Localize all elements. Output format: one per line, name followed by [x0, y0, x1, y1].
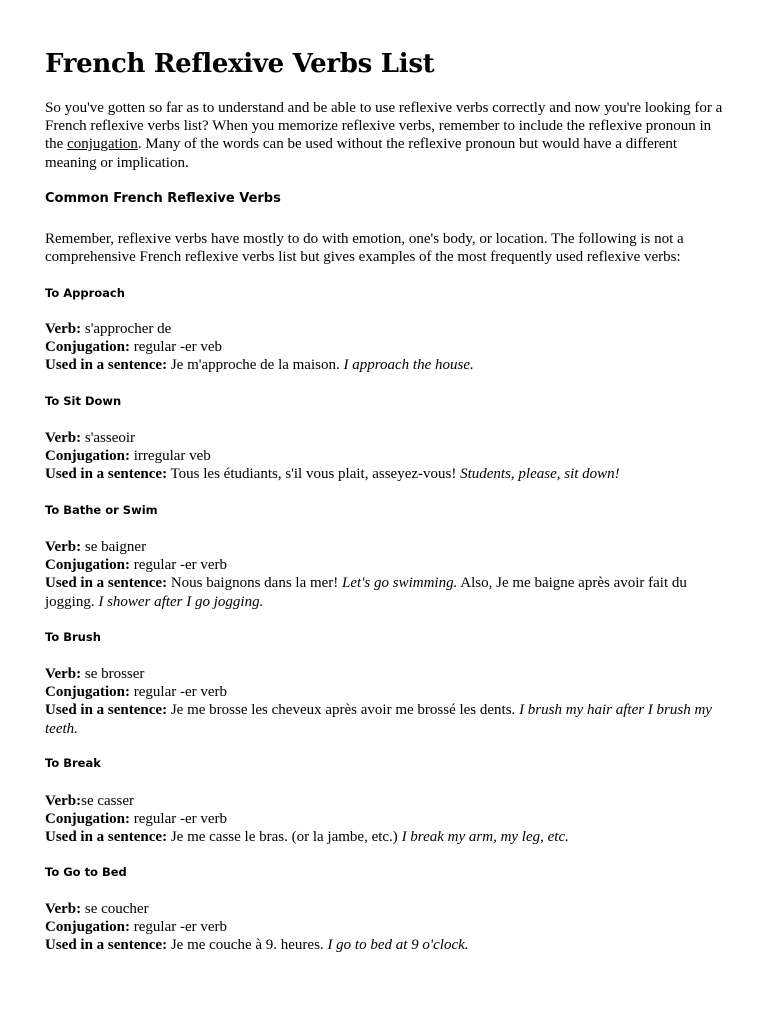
sentence-label: Used in a sentence:: [45, 937, 168, 954]
conjugation-link[interactable]: conjugation: [67, 136, 138, 153]
sentence-english: I approach the house.: [343, 357, 474, 374]
sentence-french: Nous baignons dans la mer!: [167, 575, 343, 592]
conjugation-label: Conjugation:: [45, 811, 131, 828]
conjugation-label: Conjugation:: [45, 684, 131, 701]
sentence-label: Used in a sentence:: [45, 575, 168, 592]
verb-value: s'approcher de: [81, 321, 172, 337]
verb-label: Verb:: [45, 539, 82, 555]
sentence-french: Je me couche à 9. heures.: [167, 937, 328, 954]
conjugation-value: regular -er verb: [130, 919, 228, 936]
verb-heading-brush: To Brush: [45, 630, 101, 644]
verb-heading-approach: To Approach: [45, 286, 125, 300]
sentence-english: Students, please, sit down!: [460, 466, 620, 483]
page-title: French Reflexive Verbs List: [45, 49, 435, 79]
sentence-label: Used in a sentence:: [45, 702, 168, 719]
intro-text-after-link: . Many of the words can be used without the reflexive pronoun but would have a different meaning or implication.: [45, 136, 678, 171]
verb-value: se casser: [81, 793, 134, 809]
intro-text-before-link: So you've gotten so far as to understand and be able to use reflexive verbs correctly and now you're looking for a French reflexive verbs list? When you memorize reflexive verbs, remember to include the reflexive pronoun in the: [45, 100, 723, 153]
conjugation-label: Conjugation:: [45, 339, 131, 356]
sentence-english: I brush my hair after I brush my teeth.: [45, 702, 712, 737]
conjugation-value: regular -er verb: [130, 811, 228, 828]
sentence-french: Je me brosse les cheveux après avoir me brossé les dents.: [167, 702, 520, 719]
conjugation-value: irregular veb: [130, 448, 211, 465]
sentence-french: Tous les étudiants, s'il vous plait, asseyez-vous!: [167, 466, 461, 483]
verb-label: Verb:: [45, 321, 82, 337]
verb-value: se coucher: [81, 901, 149, 917]
sentence-english: Let's go swimming.: [342, 575, 458, 592]
verb-heading-go-to-bed: To Go to Bed: [45, 865, 127, 879]
verb-entry-go-to-bed: [45, 900, 725, 955]
sentence-english: I go to bed at 9 o'clock.: [327, 937, 469, 954]
sentence-french-2: Also, Je me baigne après avoir fait du jogging.: [45, 575, 687, 610]
verb-entry-brush: [45, 665, 725, 738]
verb-value: se brosser: [81, 666, 145, 682]
sentence-french: Je m'approche de la maison.: [167, 357, 344, 374]
conjugation-label: Conjugation:: [45, 557, 131, 574]
verb-value: se baigner: [81, 539, 147, 555]
verb-entry-sit-down: [45, 429, 725, 484]
conjugation-value: regular -er verb: [130, 557, 228, 574]
sentence-english: I break my arm, my leg, etc.: [401, 829, 569, 846]
conjugation-label: Conjugation:: [45, 919, 131, 936]
conjugation-label: Conjugation:: [45, 448, 131, 465]
sentence-french: Je me casse le bras. (or la jambe, etc.): [167, 829, 402, 846]
sentence-label: Used in a sentence:: [45, 466, 168, 483]
conjugation-value: regular -er verb: [130, 684, 228, 701]
verb-heading-break: To Break: [45, 756, 101, 770]
section-intro-paragraph: Remember, reflexive verbs have mostly to do with emotion, one's body, or location. The following is not a comprehensive French reflexive verbs list but gives examples of the most frequently used reflexive verbs:: [45, 231, 684, 266]
verb-label: Verb:: [45, 666, 82, 682]
verb-entry-bathe-or-swim: [45, 538, 725, 611]
section-heading: Common French Reflexive Verbs: [45, 191, 281, 206]
verb-heading-bathe-or-swim: To Bathe or Swim: [45, 503, 158, 517]
sentence-label: Used in a sentence:: [45, 829, 168, 846]
sentence-label: Used in a sentence:: [45, 357, 168, 374]
conjugation-value: regular -er veb: [130, 339, 223, 356]
verb-value: s'asseoir: [81, 430, 136, 446]
verb-entry-break: [45, 792, 725, 847]
verb-label: Verb:: [45, 430, 82, 446]
verb-label: Verb:: [45, 793, 82, 809]
verb-entry-approach: [45, 320, 725, 375]
sentence-english-2: I shower after I go jogging.: [98, 593, 264, 610]
verb-label: Verb:: [45, 901, 82, 917]
intro-paragraph: [45, 99, 725, 172]
verb-heading-sit-down: To Sit Down: [45, 394, 122, 408]
